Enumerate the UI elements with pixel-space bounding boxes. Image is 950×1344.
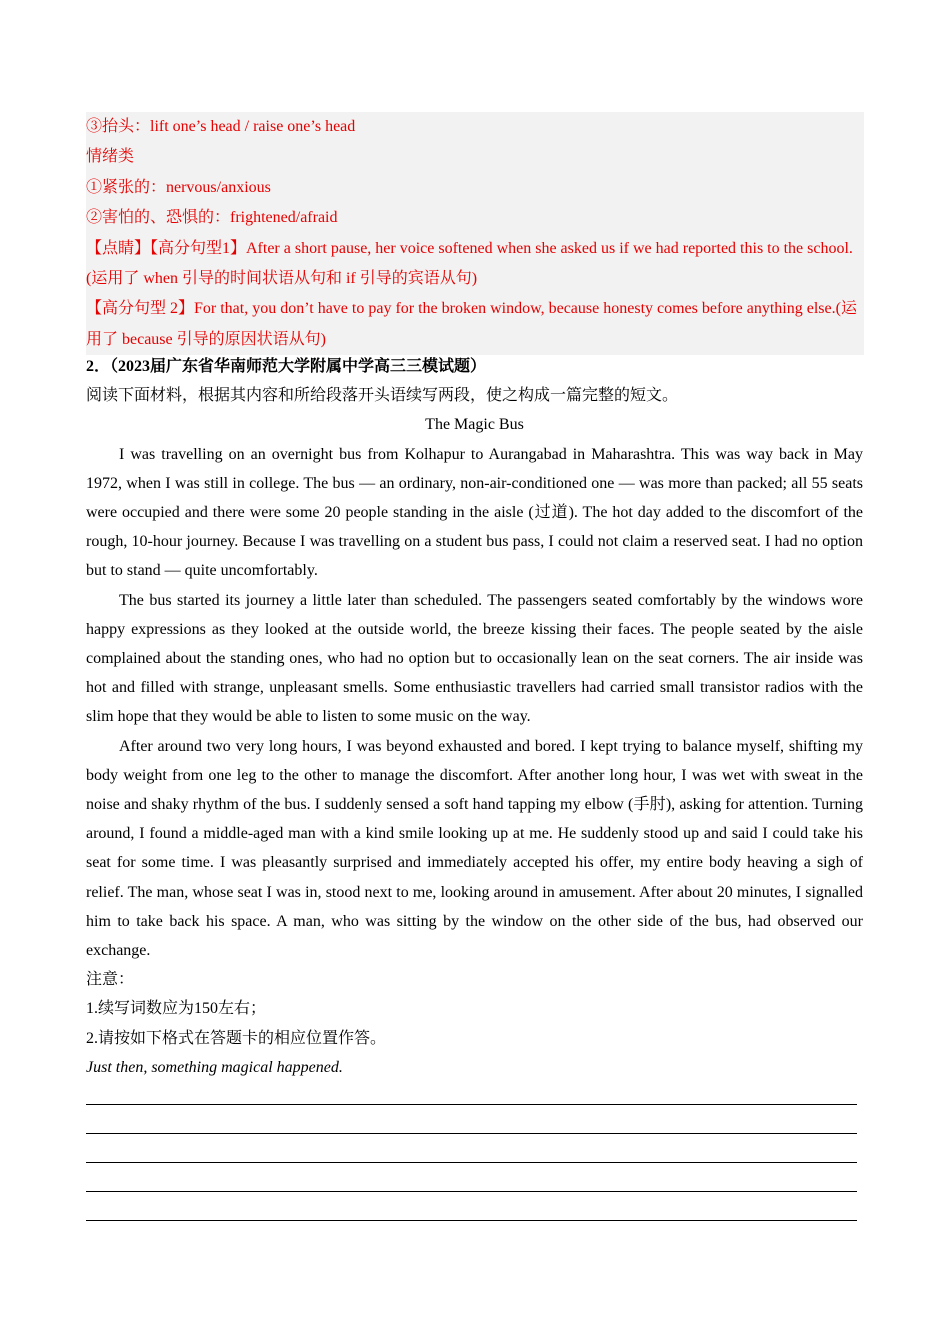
question-heading: 2．（2023届广东省华南师范大学附属中学高三三模试题）: [86, 358, 487, 375]
passage-paragraph: The bus started its journey a little later than scheduled. The passengers seated comfortably by the windows wore happy expressions as they looked at the outside world, the breeze kissing their faces. The people seated by the aisle complained about the standing ones, who had no option but to occasionally lean on the seat corners. The air inside was hot and filled with strange, unpleasant smells. Some enthusiastic travellers had carried small transistor radios with the slim hope that they would be able to listen to some music on the way.: [86, 591, 863, 726]
note-line: ③抬头：lift one’s head / raise one’s head: [86, 118, 356, 135]
answer-line: [86, 1162, 857, 1163]
answer-line: [86, 1104, 857, 1105]
answer-line: [86, 1220, 857, 1221]
question-instruction: 阅读下面材料，根据其内容和所给段落开头语续写两段，使之构成一篇完整的短文。: [86, 387, 679, 405]
answer-notes-box: [86, 112, 864, 355]
note-line: ①紧张的：nervous/anxious: [86, 178, 271, 196]
passage-title: The Magic Bus: [425, 416, 524, 434]
question-section: [86, 352, 863, 1082]
passage-paragraph: After around two very long hours, I was beyond exhausted and bored. I kept trying to balance myself, shifting my body weight from one leg to the other to manage the discomfort. After another long hour, I was wet with sweat in the noise and shaky rhythm of the bus. I suddenly sensed a soft hand tapping my elbow (手肘), asking for attention. Turning around, I found a middle-aged man with a kind smile looking up at me. He suddenly stood up and said I could take his seat for some time. I was pleasantly surprised and immediately accepted his offer, my entire body heaving a sigh of relief. The man, whose seat I was in, stood next to me, looking around in amusement. After about 20 minutes, I signalled him to take back his space. A man, who was sitting by the window on the other side of the bus, had observed our exchange.: [86, 737, 863, 960]
passage-paragraph: I was travelling on an overnight bus from Kolhapur to Aurangabad in Maharashtra. This was way back in May 1972, when I was still in college. The bus — an ordinary, non-air-conditioned one — was more than packed; all 55 seats were occupied and there were some 20 people standing in the aisle (过道). The hot day added to the discomfort of the rough, 10-hour journey. Because I was travelling on a student bus pass, I could not claim a reserved seat. I had no option but to stand — quite uncomfortably.: [86, 445, 863, 580]
note-line: 【高分句型 2】For that, you don’t have to pay for the broken window, because honesty comes before anything else.(运用了 because 引导的原因状语从句): [86, 300, 857, 348]
note-line: 【点睛】【高分句型1】After a short pause, her voice softened when she asked us if we had reported this to the school.(运用了 when 引导的时间状语从句和 if 引导的宾语从句): [86, 239, 853, 288]
note-line: 情绪类: [86, 148, 135, 166]
answer-line: [86, 1191, 857, 1192]
continuation-prompt: Just then, something magical happened.: [86, 1058, 343, 1076]
answer-lines: [86, 1104, 857, 1249]
notice-label: 注意：: [86, 971, 135, 989]
notice-item: 1.续写词数应为150左右；: [86, 1000, 267, 1018]
answer-line: [86, 1133, 857, 1134]
notice-item: 2.请按如下格式在答题卡的相应位置作答。: [86, 1029, 387, 1047]
note-line: ②害怕的、恐惧的：frightened/afraid: [86, 209, 338, 227]
